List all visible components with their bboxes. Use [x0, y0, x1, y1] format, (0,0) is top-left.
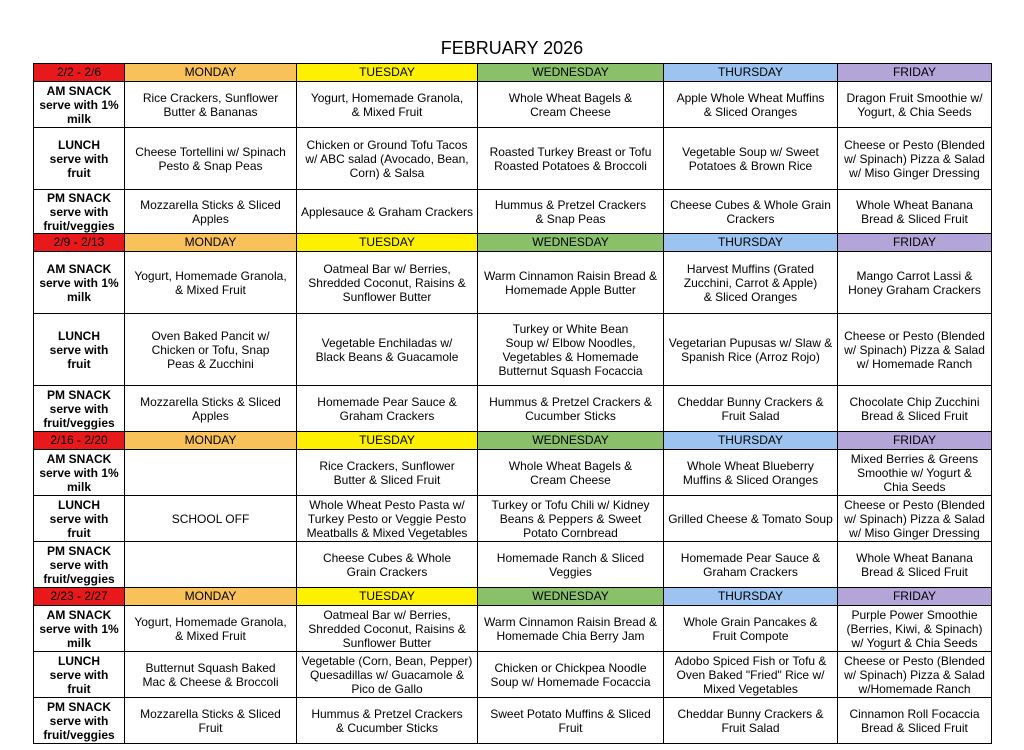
- row-label-line: PM SNACK: [46, 699, 111, 714]
- menu-item-line: Mozzarella Sticks & Sliced: [140, 197, 281, 212]
- menu-item-line: Cheese or Pesto (Blended: [844, 497, 985, 512]
- week-header-row: [34, 234, 992, 252]
- menu-item-line: Vegetable (Corn, Bean, Pepper): [301, 653, 473, 668]
- menu-cell: [297, 252, 478, 314]
- menu-item-line: & Mixed Fruit: [351, 104, 423, 119]
- row-label-line: milk: [66, 479, 91, 494]
- menu-cell: [478, 252, 664, 314]
- menu-item-line: Shredded Coconut, Raisins &: [308, 275, 466, 290]
- row-label-line: LUNCH: [58, 653, 100, 668]
- menu-item-line: w/ Spinach) Pizza & Salad: [844, 511, 985, 526]
- menu-cell: [838, 252, 992, 314]
- menu-cell: [125, 450, 297, 496]
- menu-item-line: Hummus & Pretzel Crackers: [311, 706, 463, 721]
- week-range: 2/23 - 2/27: [34, 588, 125, 606]
- row-label-line: serve with: [49, 713, 109, 728]
- menu-item-line: w/Homemade Ranch: [858, 681, 971, 696]
- menu-table: [33, 63, 992, 744]
- am-row: [34, 606, 992, 652]
- row-label-line: serve with 1%: [39, 275, 119, 290]
- menu-item-line: Veggies: [549, 564, 592, 579]
- menu-item-line: Chocolate Chip Zucchini: [849, 394, 980, 409]
- menu-cell: [297, 496, 478, 542]
- menu-item-line: Whole Wheat Bagels &: [508, 90, 633, 105]
- menu-cell: [838, 496, 992, 542]
- menu-item-line: Oatmeal Bar w/ Berries,: [323, 261, 451, 276]
- am-label: [34, 252, 125, 314]
- menu-cell: [664, 606, 838, 652]
- row-label-line: milk: [66, 289, 91, 304]
- menu-item-line: Yogurt, Homemade Granola,: [134, 614, 287, 629]
- row-label-line: AM SNACK: [46, 451, 112, 466]
- menu-item-line: Cheese or Pesto (Blended: [844, 653, 985, 668]
- row-label-line: serve with fruit: [49, 511, 109, 540]
- menu-cell: [478, 698, 664, 744]
- week-range: 2/2 - 2/6: [34, 64, 125, 82]
- lunch-row: [34, 314, 992, 386]
- menu-cell: [297, 698, 478, 744]
- row-label-line: AM SNACK: [46, 261, 112, 276]
- menu-cell: [838, 698, 992, 744]
- menu-cell: [478, 128, 664, 190]
- row-label-line: serve with: [49, 557, 109, 572]
- menu-item-line: Cheese Tortellini w/ Spinach: [135, 144, 286, 159]
- pm-label: [34, 698, 125, 744]
- menu-item-line: Meatballs & Mixed Vegetables: [306, 525, 468, 540]
- week-range: 2/9 - 2/13: [34, 234, 125, 252]
- menu-item-line: Whole Wheat Bagels &: [508, 458, 633, 473]
- menu-item-line: w/ Miso Ginger Dressing: [849, 165, 980, 180]
- row-label-line: milk: [66, 635, 91, 650]
- menu-cell: [664, 698, 838, 744]
- menu-cell: [838, 128, 992, 190]
- menu-item-line: Soup w/ Homemade Focaccia: [490, 674, 651, 689]
- menu-item-line: Mozzarella Sticks & Sliced: [140, 706, 281, 721]
- menu-item-line: Vegetable Enchiladas w/: [321, 335, 453, 350]
- menu-item-line: Whole Grain Pancakes &: [683, 614, 818, 629]
- menu-cell: [478, 190, 664, 234]
- menu-item-line: Fruit Compote: [712, 628, 789, 643]
- row-label-line: serve with fruit: [49, 667, 109, 696]
- menu-cell: [297, 190, 478, 234]
- menu-cell: [664, 252, 838, 314]
- menu-cell: [664, 190, 838, 234]
- menu-item-line: Dragon Fruit Smoothie w/: [846, 90, 983, 105]
- menu-item-line: Turkey or White Bean: [512, 321, 629, 336]
- menu-item-line: Butternut Squash Baked: [145, 660, 276, 675]
- menu-cell: [838, 386, 992, 432]
- am-row: [34, 82, 992, 128]
- menu-item-line: Turkey Pesto or Veggie Pesto: [307, 511, 467, 526]
- menu-item-line: w/ Yogurt & Chia Seeds: [851, 635, 978, 650]
- menu-item-line: w/ Spinach) Pizza & Salad: [844, 667, 985, 682]
- menu-cell: [125, 698, 297, 744]
- menu-item-line: Cinnamon Roll Focaccia: [849, 706, 980, 721]
- menu-item-line: w/ Homemade Ranch: [856, 356, 973, 371]
- day-header-mon: MONDAY: [125, 64, 297, 82]
- menu-item-line: Whole Wheat Blueberry: [687, 458, 814, 473]
- menu-item-line: w/ ABC salad (Avocado, Bean,: [305, 151, 469, 166]
- menu-cell: [297, 314, 478, 386]
- menu-cell: [297, 606, 478, 652]
- menu-item-line: Cucumber Sticks: [525, 408, 616, 423]
- menu-item-line: Cheese or Pesto (Blended: [844, 328, 985, 343]
- menu-item-line: Bread & Sliced Fruit: [861, 564, 968, 579]
- pm-row: [34, 698, 992, 744]
- menu-item-line: Whole Wheat Banana: [856, 550, 973, 565]
- menu-item-line: Rice Crackers, Sunflower: [319, 458, 455, 473]
- menu-item-line: Apples: [192, 211, 229, 226]
- lunch-row: [34, 496, 992, 542]
- menu-item-line: Vegetables & Homemade: [502, 349, 639, 364]
- menu-item-line: Mozzarella Sticks & Sliced: [140, 394, 281, 409]
- menu-item-line: Homemade Ranch & Sliced: [496, 550, 645, 565]
- menu-item-line: Vegetable Soup w/ Sweet: [682, 144, 819, 159]
- week-header-row: [34, 432, 992, 450]
- day-header-mon: MONDAY: [125, 588, 297, 606]
- row-label-line: fruit/veggies: [43, 727, 115, 742]
- menu-cell: [125, 386, 297, 432]
- day-header-tue: TUESDAY: [297, 432, 478, 450]
- menu-item-line: Butter & Bananas: [163, 104, 258, 119]
- menu-item-line: Whole Wheat Banana: [856, 197, 973, 212]
- menu-item-line: Graham Crackers: [339, 408, 435, 423]
- day-header-wed: WEDNESDAY: [478, 234, 664, 252]
- menu-item-line: Homemade Pear Sauce &: [317, 394, 457, 409]
- am-label: [34, 82, 125, 128]
- row-label-line: milk: [66, 111, 91, 126]
- day-header-fri: FRIDAY: [838, 588, 992, 606]
- menu-item-line: Fruit Salad: [721, 720, 780, 735]
- menu-item-line: Grilled Cheese & Tomato Soup: [668, 511, 833, 526]
- menu-item-line: Yogurt, Homemade Granola,: [134, 268, 287, 283]
- menu-item-line: Warm Cinnamon Raisin Bread &: [484, 614, 657, 629]
- pm-row: [34, 542, 992, 588]
- menu-item-line: Vegetarian Pupusas w/ Slaw &: [668, 335, 833, 350]
- menu-item-line: Smoothie w/ Yogurt &: [857, 465, 972, 480]
- lunch-row: [34, 128, 992, 190]
- row-label-line: serve with fruit: [49, 151, 109, 180]
- menu-item-line: Zucchini, Carrot & Apple): [683, 275, 818, 290]
- lunch-label: [34, 314, 125, 386]
- menu-item-line: Cream Cheese: [530, 104, 611, 119]
- pm-label: [34, 542, 125, 588]
- menu-item-line: Turkey or Tofu Chili w/ Kidney: [491, 497, 650, 512]
- menu-item-line: & Sliced Oranges: [703, 104, 798, 119]
- menu-cell: [125, 542, 297, 588]
- menu-item-line: Spanish Rice (Arroz Rojo): [681, 349, 820, 364]
- menu-item-line: Hummus & Pretzel Crackers: [494, 197, 647, 212]
- menu-item-line: Cheddar Bunny Crackers &: [677, 394, 824, 409]
- menu-item-line: Chia Seeds: [883, 479, 946, 494]
- menu-item-line: Sweet Potato Muffins & Sliced: [490, 706, 651, 721]
- menu-cell: [838, 450, 992, 496]
- menu-cell: [125, 496, 297, 542]
- am-label: [34, 606, 125, 652]
- menu-cell: [664, 652, 838, 698]
- menu-item-line: Cheddar Bunny Crackers &: [677, 706, 824, 721]
- menu-item-line: Homemade Chia Berry Jam: [496, 628, 645, 643]
- menu-cell: [125, 128, 297, 190]
- am-row: [34, 252, 992, 314]
- menu-item-line: (Berries, Kiwi, & Spinach): [846, 621, 983, 636]
- menu-item-line: Shredded Coconut, Raisins &: [308, 621, 466, 636]
- menu-item-line: Potato Cornbread: [523, 525, 618, 540]
- menu-item-line: Corn) & Salsa: [349, 165, 425, 180]
- menu-cell: [297, 450, 478, 496]
- menu-item-line: Beans & Peppers & Sweet: [499, 511, 642, 526]
- menu-item-line: Pico de Gallo: [351, 681, 423, 696]
- menu-cell: [478, 450, 664, 496]
- row-label-line: serve with 1%: [39, 621, 119, 636]
- menu-item-line: Crackers: [726, 211, 775, 226]
- menu-item-line: Mixed Berries & Greens: [850, 451, 979, 466]
- menu-item-line: Honey Graham Crackers: [848, 282, 981, 297]
- pm-label: [34, 386, 125, 432]
- day-header-thu: THURSDAY: [664, 588, 838, 606]
- menu-item-line: Chicken or Ground Tofu Tacos: [306, 137, 468, 152]
- menu-cell: [125, 190, 297, 234]
- menu-cell: [664, 496, 838, 542]
- week-header-row: [34, 588, 992, 606]
- lunch-label: [34, 128, 125, 190]
- menu-cell: [297, 386, 478, 432]
- menu-item-line: Fruit: [198, 720, 223, 735]
- menu-cell: [478, 386, 664, 432]
- row-label-line: serve with fruit: [49, 342, 109, 371]
- menu-item-line: Yogurt, Homemade Granola,: [310, 90, 464, 105]
- menu-cell: [125, 606, 297, 652]
- menu-item-line: Roasted Potatoes & Broccoli: [494, 158, 647, 173]
- day-header-mon: MONDAY: [125, 234, 297, 252]
- menu-cell: [125, 82, 297, 128]
- day-header-tue: TUESDAY: [297, 234, 478, 252]
- menu-cell: [838, 542, 992, 588]
- row-label-line: LUNCH: [58, 497, 100, 512]
- menu-item-line: & Cucumber Sticks: [335, 720, 439, 735]
- menu-item-line: Chicken or Tofu, Snap: [151, 342, 270, 357]
- row-label-line: serve with 1%: [39, 465, 119, 480]
- row-label-line: fruit/veggies: [43, 218, 115, 233]
- menu-cell: [478, 82, 664, 128]
- menu-item-line: Homemade Pear Sauce &: [680, 550, 821, 565]
- menu-item-line: & Mixed Fruit: [175, 282, 246, 297]
- day-header-wed: WEDNESDAY: [478, 64, 664, 82]
- menu-cell: [478, 542, 664, 588]
- menu-item-line: Fruit Salad: [721, 408, 780, 423]
- menu-item-line: Mac & Cheese & Broccoli: [142, 674, 279, 689]
- day-header-thu: THURSDAY: [664, 432, 838, 450]
- day-header-fri: FRIDAY: [838, 432, 992, 450]
- row-label-line: AM SNACK: [46, 83, 112, 98]
- menu-cell: [297, 128, 478, 190]
- menu-item-line: Muffins & Sliced Oranges: [682, 472, 819, 487]
- page-title: FEBRUARY 2026: [440, 38, 584, 58]
- menu-cell: [125, 314, 297, 386]
- menu-item-line: Oven Baked "Fried" Rice w/: [676, 667, 825, 682]
- am-label: [34, 450, 125, 496]
- menu-cell: [838, 82, 992, 128]
- week-header-row: [34, 64, 992, 82]
- row-label-line: PM SNACK: [46, 190, 111, 205]
- menu-cell: [297, 82, 478, 128]
- menu-item-line: w/ Miso Ginger Dressing: [849, 525, 980, 540]
- menu-cell: [664, 542, 838, 588]
- menu-item-line: Apples: [192, 408, 229, 423]
- menu-item-line: Pesto & Snap Peas: [158, 158, 263, 173]
- menu-item-line: Oatmeal Bar w/ Berries,: [323, 607, 451, 622]
- menu-item-line: & Snap Peas: [535, 211, 606, 226]
- menu-item-line: Soup w/ Elbow Noodles,: [505, 335, 636, 350]
- row-label-line: LUNCH: [58, 137, 100, 152]
- menu-cell: [478, 652, 664, 698]
- day-header-wed: WEDNESDAY: [478, 588, 664, 606]
- menu-item-line: Cheese Cubes & Whole Grain: [670, 197, 831, 212]
- day-header-fri: FRIDAY: [838, 234, 992, 252]
- menu-cell: [125, 252, 297, 314]
- menu-item-line: Rice Crackers, Sunflower: [142, 90, 279, 105]
- row-label-line: serve with: [49, 204, 109, 219]
- menu-item-line: Bread & Sliced Fruit: [861, 211, 968, 226]
- menu-item-line: Purple Power Smoothie: [851, 607, 978, 622]
- menu-item-line: Butternut Squash Focaccia: [498, 363, 643, 378]
- menu-item-line: Sunflower Butter: [342, 635, 432, 650]
- menu-item-line: Grain Crackers: [346, 564, 428, 579]
- menu-cell: [664, 450, 838, 496]
- lunch-label: [34, 496, 125, 542]
- menu-item-line: Black Beans & Guacamole: [315, 349, 459, 364]
- menu-item-line: Roasted Turkey Breast or Tofu: [489, 144, 652, 159]
- menu-item-line: Yogurt, & Chia Seeds: [857, 104, 972, 119]
- menu-item-line: Homemade Apple Butter: [505, 282, 636, 297]
- menu-item-line: w/ Spinach) Pizza & Salad: [844, 151, 985, 166]
- week-range: 2/16 - 2/20: [34, 432, 125, 450]
- menu-cell: [297, 542, 478, 588]
- menu-cell: [125, 652, 297, 698]
- pm-label: [34, 190, 125, 234]
- lunch-label: [34, 652, 125, 698]
- row-label-line: LUNCH: [58, 328, 100, 343]
- row-label-line: fruit/veggies: [43, 571, 115, 586]
- row-label-line: PM SNACK: [46, 543, 111, 558]
- menu-item-line: Hummus & Pretzel Crackers &: [489, 394, 652, 409]
- menu-cell: [478, 606, 664, 652]
- menu-item-line: Bread & Sliced Fruit: [861, 720, 968, 735]
- menu-item-line: Oven Baked Pancit w/: [151, 328, 270, 343]
- menu-cell: [297, 652, 478, 698]
- row-label-line: PM SNACK: [46, 387, 111, 402]
- menu-cell: [838, 652, 992, 698]
- menu-item-line: Adobo Spiced Fish or Tofu &: [674, 653, 827, 668]
- am-row: [34, 450, 992, 496]
- menu-item-line: & Sliced Oranges: [703, 289, 798, 304]
- menu-item-line: Harvest Muffins (Grated: [686, 261, 815, 276]
- pm-row: [34, 386, 992, 432]
- menu-item-line: Whole Wheat Pesto Pasta w/: [309, 497, 465, 512]
- menu-item-line: w/ Spinach) Pizza & Salad: [844, 342, 985, 357]
- menu-cell: [664, 314, 838, 386]
- menu-cell: [664, 386, 838, 432]
- day-header-mon: MONDAY: [125, 432, 297, 450]
- menu-item-line: & Mixed Fruit: [175, 628, 246, 643]
- lunch-row: [34, 652, 992, 698]
- menu-item-line: Applesauce & Graham Crackers: [300, 204, 474, 219]
- menu-item-line: Potatoes & Brown Rice: [688, 158, 813, 173]
- menu-item-line: Fruit: [558, 720, 583, 735]
- menu-item-line: Bread & Sliced Fruit: [861, 408, 968, 423]
- day-header-tue: TUESDAY: [297, 64, 478, 82]
- menu-item-line: Graham Crackers: [703, 564, 798, 579]
- menu-item-line: Apple Whole Wheat Muffins: [676, 90, 825, 105]
- menu-item-line: Cheese or Pesto (Blended: [844, 137, 985, 152]
- pm-row: [34, 190, 992, 234]
- menu-cell: [664, 82, 838, 128]
- menu-item-line: Peas & Zucchini: [167, 356, 254, 371]
- menu-item-line: Warm Cinnamon Raisin Bread &: [484, 268, 657, 283]
- day-header-tue: TUESDAY: [297, 588, 478, 606]
- menu-cell: [838, 314, 992, 386]
- row-label-line: serve with 1%: [39, 97, 119, 112]
- menu-cell: [478, 314, 664, 386]
- menu-item-line: Mixed Vegetables: [703, 681, 798, 696]
- day-header-thu: THURSDAY: [664, 234, 838, 252]
- menu-item-line: Cream Cheese: [530, 472, 611, 487]
- menu-item-line: Mango Carrot Lassi &: [856, 268, 973, 283]
- row-label-line: AM SNACK: [46, 607, 112, 622]
- menu-item-line: SCHOOL OFF: [171, 511, 250, 526]
- menu-cell: [664, 128, 838, 190]
- menu-cell: [478, 496, 664, 542]
- day-header-wed: WEDNESDAY: [478, 432, 664, 450]
- row-label-line: fruit/veggies: [43, 415, 115, 430]
- menu-item-line: Sunflower Butter: [342, 289, 432, 304]
- menu-item-line: Chicken or Chickpea Noodle: [494, 660, 647, 675]
- menu-item-line: Cheese Cubes & Whole: [322, 550, 452, 565]
- row-label-line: serve with: [49, 401, 109, 416]
- day-header-thu: THURSDAY: [664, 64, 838, 82]
- menu-item-line: Butter & Sliced Fruit: [333, 472, 441, 487]
- menu-cell: [838, 190, 992, 234]
- menu-item-line: Quesadillas w/ Guacamole &: [309, 667, 465, 682]
- menu-cell: [838, 606, 992, 652]
- day-header-fri: FRIDAY: [838, 64, 992, 82]
